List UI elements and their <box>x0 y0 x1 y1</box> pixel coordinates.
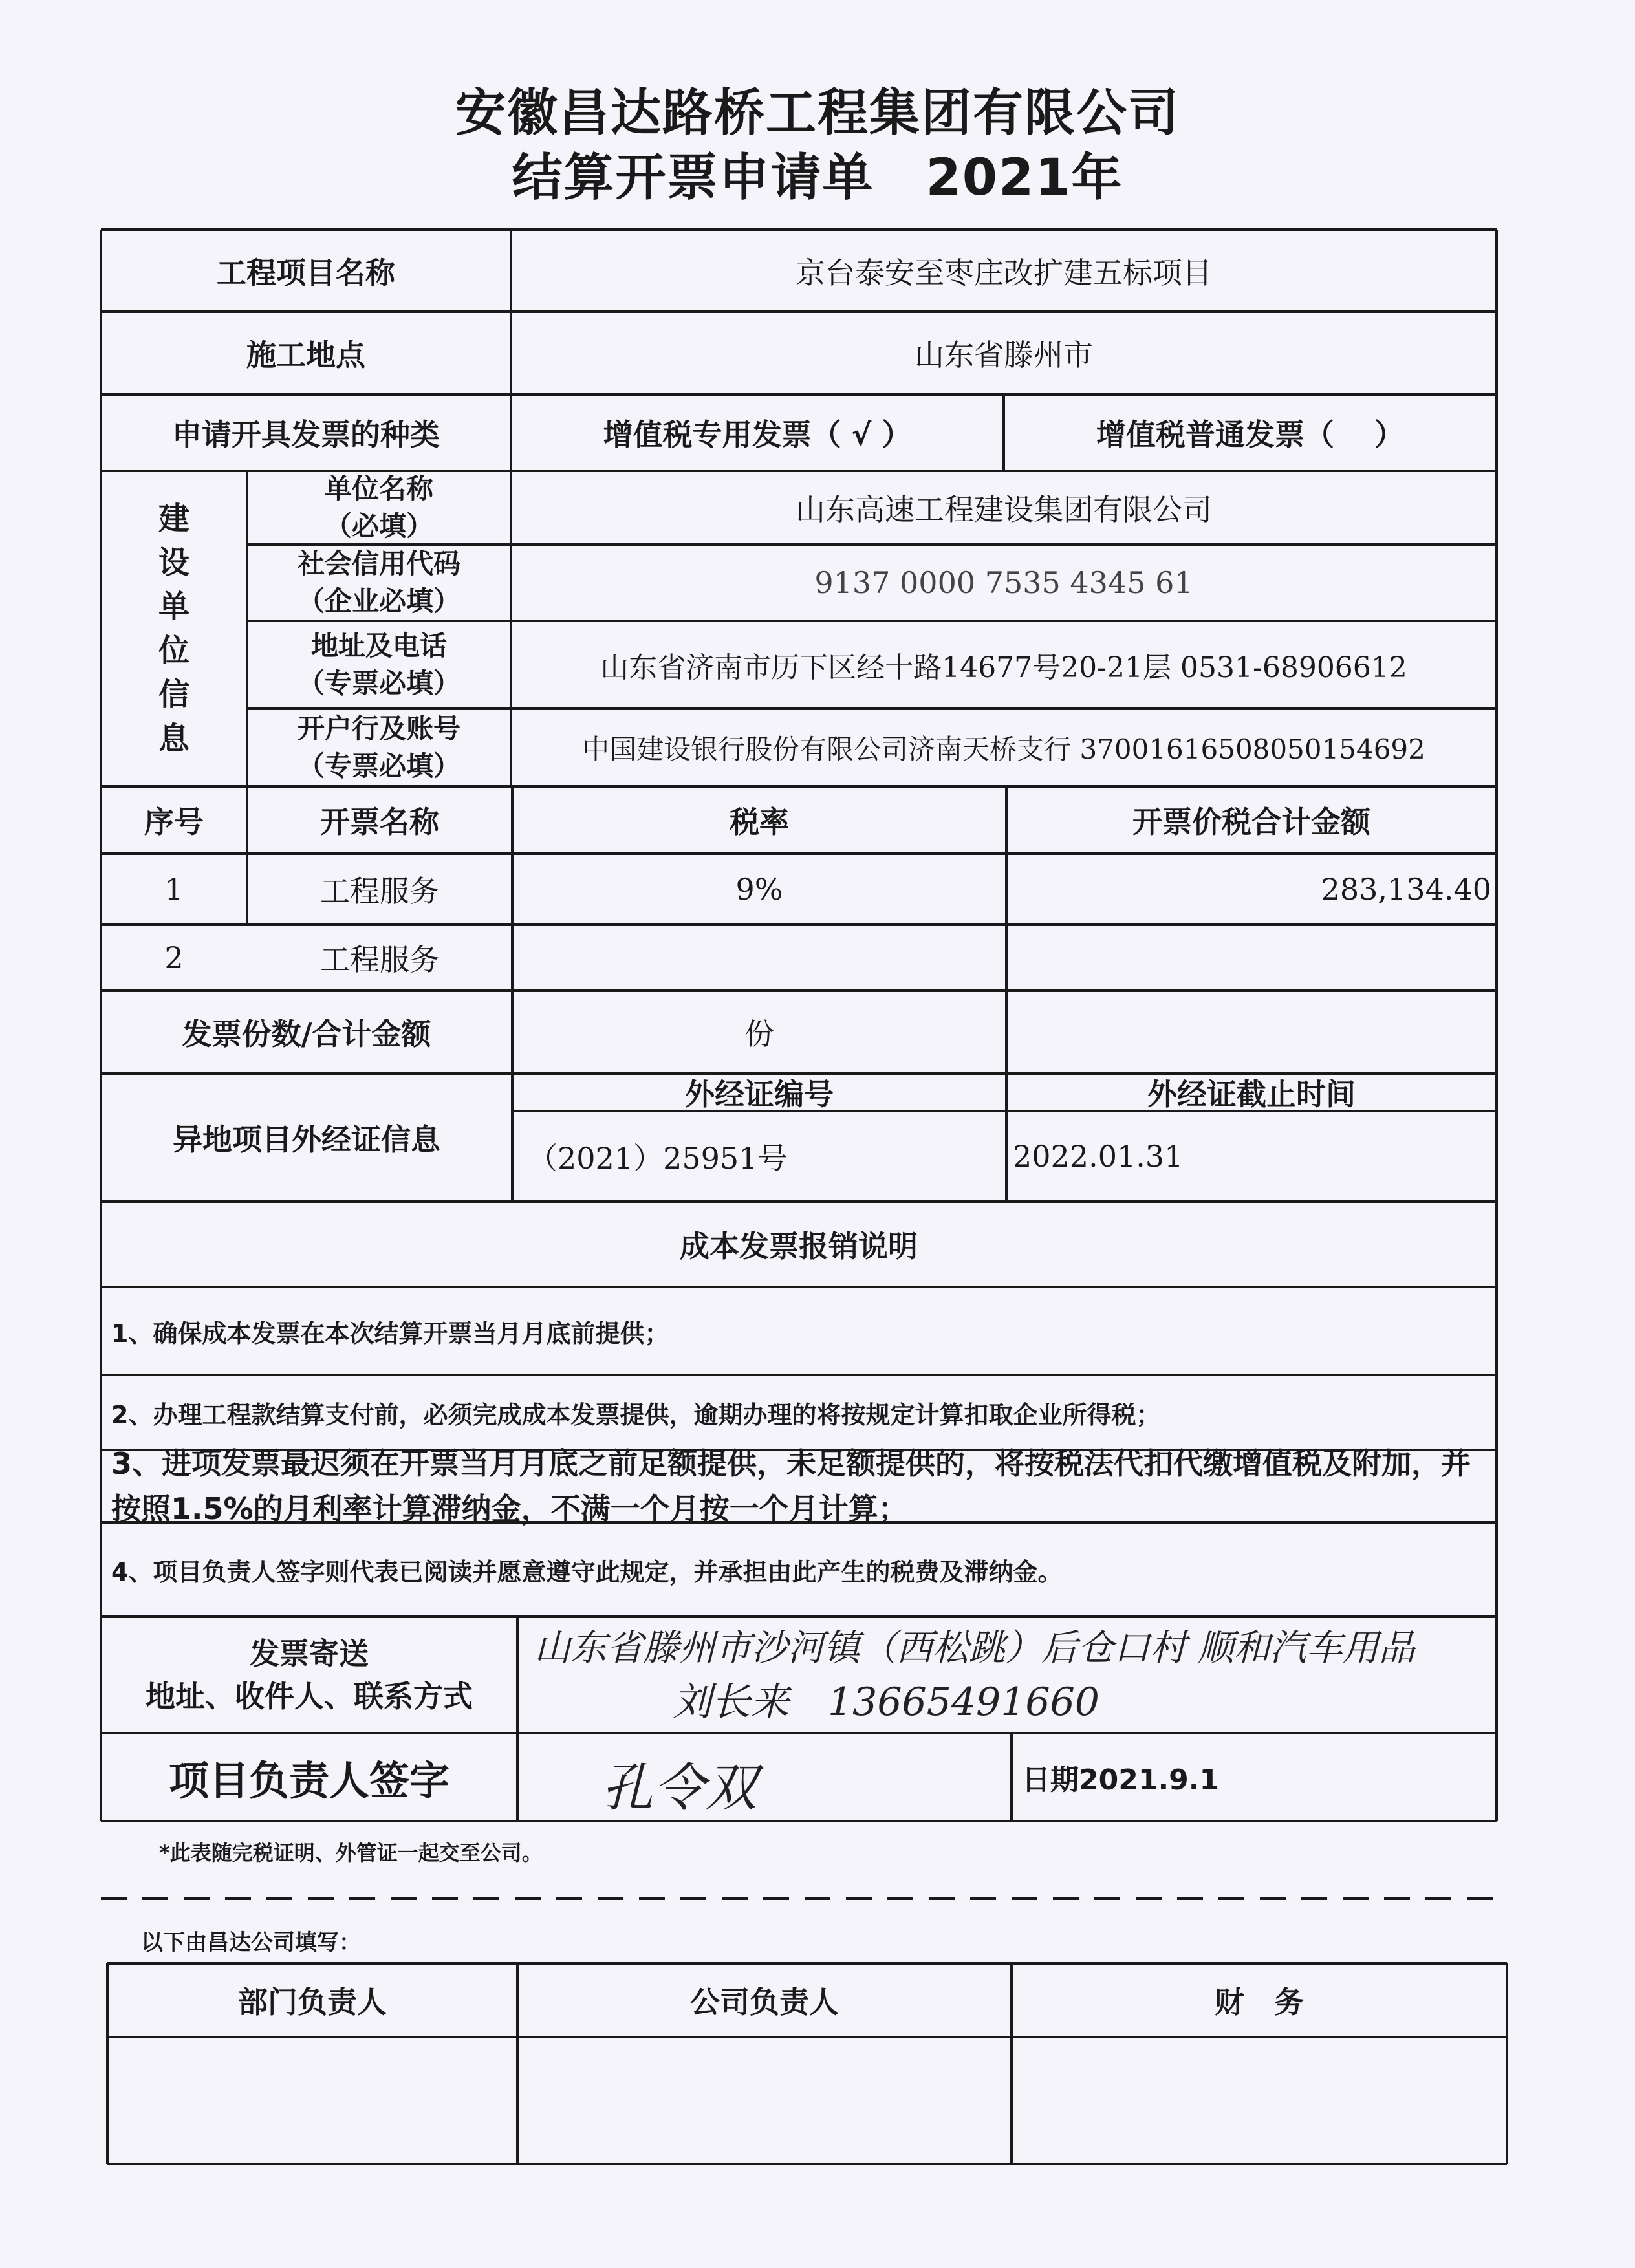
signature-date: 日期2021.9.1 <box>1022 1764 1220 1797</box>
external-deadline-value: 2022.01.31 <box>1013 1139 1184 1174</box>
project-name-value: 京台泰安至枣庄改扩建五标项目 <box>796 255 1212 290</box>
builder-name-label <box>247 471 511 545</box>
row-1-rate: 9% <box>735 872 783 907</box>
company-title: 安徽昌达路桥工程集团有限公司 <box>455 84 1180 142</box>
invoice-type-general: 增值税普通发票（ ） <box>1096 417 1404 452</box>
credit-code-value: 9137 0000 7535 4345 61 <box>814 565 1193 600</box>
dept-head-header: 部门负责人 <box>238 1985 387 2020</box>
external-no-value: （2021）25951号 <box>528 1141 788 1176</box>
builder-group-char: 信 <box>158 676 189 713</box>
note-1: 1、确保成本发票在本次结算开票当月月底前提供； <box>111 1319 669 1348</box>
note-2: 2、办理工程款结算支付前，必须完成成本发票提供，逾期办理的将按规定计算扣取企业所得税； <box>111 1400 1161 1429</box>
external-deadline-header: 外经证截止时间 <box>1147 1077 1356 1112</box>
mailing-address: 山东省滕州市沙河镇（西松跳）后仓口村 顺和汽车用品 <box>534 1627 1415 1669</box>
site-value: 山东省滕州市 <box>915 338 1093 373</box>
invoice-type-label: 申请开具发票的种类 <box>172 417 440 452</box>
mailing-label-line1: 发票寄送 <box>250 1636 369 1671</box>
field-label-note: （专票必填） <box>297 667 460 699</box>
note-4: 4、项目负责人签字则代表已阅读并愿意遵守此规定，并承担由此产生的税费及滞纳金。 <box>111 1557 1063 1586</box>
finance-sign-box <box>1012 2037 1507 2164</box>
site-label: 施工地点 <box>246 338 365 373</box>
col-header-no: 序号 <box>144 805 204 839</box>
row-2-no: 2 <box>164 940 184 975</box>
col-header-rate: 税率 <box>730 805 789 839</box>
field-label: 地址及电话 <box>310 630 447 662</box>
builder-group-char: 单 <box>158 589 189 625</box>
address-phone-value: 山东省济南市历下区经十路14677号20-21层 0531-68906612 <box>600 651 1407 684</box>
col-header-name: 开票名称 <box>320 805 439 839</box>
bank-account-label <box>247 709 511 786</box>
row-1-amount: 283,134.40 <box>1321 872 1491 907</box>
builder-name-value: 山东高速工程建设集团有限公司 <box>796 492 1212 527</box>
external-label: 异地项目外经证信息 <box>173 1122 440 1157</box>
address-phone-label <box>247 621 511 709</box>
signature-name: 孔令双 <box>601 1758 757 1818</box>
company-head-sign-box <box>517 2037 1012 2164</box>
credit-code-label <box>247 545 511 621</box>
field-label: 单位名称 <box>324 473 433 504</box>
summary-label: 发票份数/合计金额 <box>182 1017 431 1052</box>
field-label: 开户行及账号 <box>297 713 460 744</box>
field-label-note: （专票必填） <box>297 750 460 782</box>
row-1-name: 工程服务 <box>320 874 439 909</box>
notes-title: 成本发票报销说明 <box>680 1229 918 1264</box>
field-label-note: （必填） <box>324 510 433 542</box>
copies-unit: 份 <box>744 1017 774 1052</box>
builder-group-char: 建 <box>158 501 189 537</box>
company-head-header: 公司负责人 <box>690 1985 839 2020</box>
finance-header: 财 务 <box>1215 1985 1304 2020</box>
external-no-header: 外经证编号 <box>685 1077 834 1112</box>
project-name-label: 工程项目名称 <box>217 255 395 290</box>
bank-account-value: 中国建设银行股份有限公司济南天桥支行 37001616508050154692 <box>582 733 1425 765</box>
row-2-amount <box>1006 925 1497 991</box>
builder-group-label <box>101 471 247 786</box>
builder-group-char: 位 <box>158 632 189 669</box>
company-fill-caption: 以下由昌达公司填写： <box>141 1930 361 1956</box>
field-label: 社会信用代码 <box>297 548 460 579</box>
note-3: 3、进项发票最迟须在开票当月月底之前足额提供，未足额提供的，将按税法代扣代缴增值税及附加，并按照1.5%的月利率计算滞纳金，不满一个月按一个月计算； <box>111 1446 1471 1526</box>
footnote: *此表随完税证明、外管证一起交至公司。 <box>159 1841 543 1865</box>
row-1-no: 1 <box>164 872 184 907</box>
field-label-note: （企业必填） <box>297 585 460 617</box>
col-header-amount: 开票价税合计金额 <box>1132 805 1370 839</box>
row-2-name: 工程服务 <box>320 942 439 977</box>
invoice-type-special: 增值税专用发票（ √ ） <box>603 417 912 452</box>
mailing-label <box>101 1617 517 1733</box>
form-title: 结算开票申请单 2021年 <box>512 149 1123 207</box>
mailing-recipient: 刘长来 13665491660 <box>673 1679 1099 1725</box>
signature-label: 项目负责人签字 <box>168 1756 449 1804</box>
builder-group-char: 设 <box>158 545 189 581</box>
mailing-label-line2: 地址、收件人、联系方式 <box>146 1679 473 1714</box>
builder-group-char: 息 <box>158 720 189 757</box>
row-2-rate <box>512 925 1006 991</box>
dept-head-sign-box <box>107 2037 517 2164</box>
